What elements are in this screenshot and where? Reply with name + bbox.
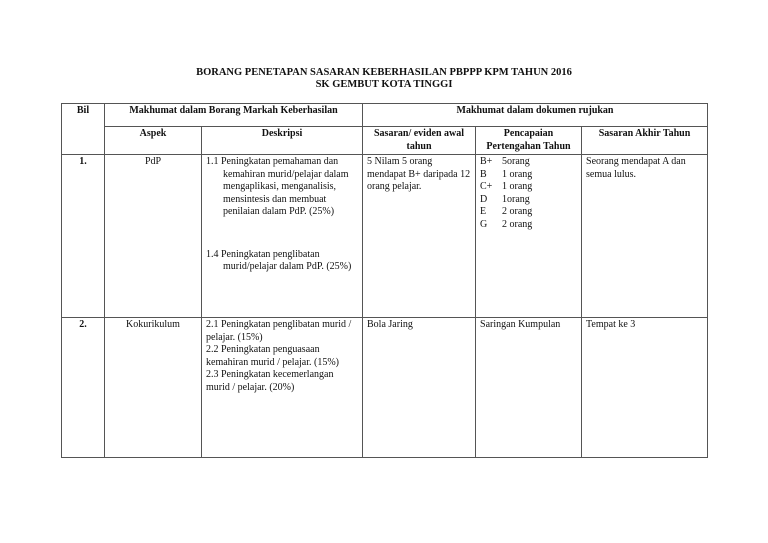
- row-sasaran-awal: 5 Nilam 5 orang mendapat B+ daripada 12 orang pelajar.: [363, 155, 476, 318]
- header-group-right: Makhumat dalam dokumen rujukan: [363, 104, 708, 127]
- table-row: [62, 155, 708, 318]
- deskripsi-item: 2.2 Peningkatan penguasaan kemahiran murid / pelajar. (15%): [206, 344, 340, 368]
- grade-label: D: [480, 193, 488, 205]
- grade-label: B: [480, 168, 487, 180]
- row-sasaran-akhir: Seorang mendapat A dan semua lulus.: [582, 155, 708, 318]
- form-title: BORANG PENETAPAN SASARAN KEBERHASILAN PBPPP KPM TAHUN 2016: [196, 67, 572, 78]
- school-name: SK GEMBUT KOTA TINGGI: [315, 79, 453, 90]
- grade-line: [480, 156, 577, 169]
- grade-label: G: [480, 218, 488, 230]
- grade-count: 2 orang: [502, 218, 533, 230]
- target-form-table: [61, 103, 708, 458]
- row-pencapaian: Saringan Kumpulan: [476, 318, 582, 458]
- grade-count: 1 orang: [502, 181, 533, 192]
- grade-line: [480, 206, 577, 219]
- deskripsi-item: 2.3 Peningkatan kecemerlangan murid / pelajar. (20%): [206, 369, 334, 393]
- grade-line: [480, 181, 577, 194]
- deskripsi-item: 2.1 Peningkatan penglibatan murid / pelajar. (15%): [206, 319, 352, 343]
- grade-label: B+: [480, 156, 493, 167]
- header-deskripsi: Deskripsi: [202, 127, 363, 155]
- header-aspek: Aspek: [105, 127, 202, 155]
- row-sasaran-awal: Bola Jaring: [363, 318, 476, 458]
- deskripsi-item: 1.1 Peningkatan pemahaman dan kemahiran murid/pelajar dalam mengaplikasi, menganalisis, mensintesis dan membuat penilaian dalam PdP. (25%): [206, 156, 349, 217]
- header-row-2: [62, 127, 708, 155]
- deskripsi-item: 1.4 Peningkatan penglibatan murid/pelajar dalam PdP. (25%): [206, 248, 352, 272]
- header-row-1: [62, 104, 708, 127]
- header-pencapaian: Pencapaian Pertengahan Tahun: [476, 127, 582, 155]
- row-aspek: PdP: [105, 155, 202, 318]
- row-bil: 2.: [62, 318, 105, 458]
- header-bil: Bil: [62, 104, 105, 155]
- grade-line: [480, 194, 577, 207]
- grade-count: 1 orang: [502, 168, 533, 180]
- header-sasaran-awal: Sasaran/ eviden awal tahun: [363, 127, 476, 155]
- grade-count: 1orang: [502, 193, 530, 205]
- grade-line: [480, 169, 577, 182]
- grade-count: 5orang: [502, 156, 530, 167]
- grade-label: C+: [480, 181, 493, 192]
- row-pencapaian: [476, 155, 582, 318]
- row-bil: 1.: [62, 155, 105, 318]
- row-sasaran-akhir: Tempat ke 3: [582, 318, 708, 458]
- header-sasaran-akhir: Sasaran Akhir Tahun: [582, 127, 708, 155]
- row-aspek: Kokurikulum: [105, 318, 202, 458]
- row-deskripsi: [202, 155, 363, 318]
- grade-line: [480, 219, 577, 232]
- row-deskripsi: [202, 318, 363, 458]
- grade-count: 2 orang: [502, 206, 533, 217]
- grade-label: E: [480, 206, 487, 217]
- header-group-left: Makhumat dalam Borang Markah Keberhasilan: [105, 104, 363, 127]
- table-row: [62, 318, 708, 458]
